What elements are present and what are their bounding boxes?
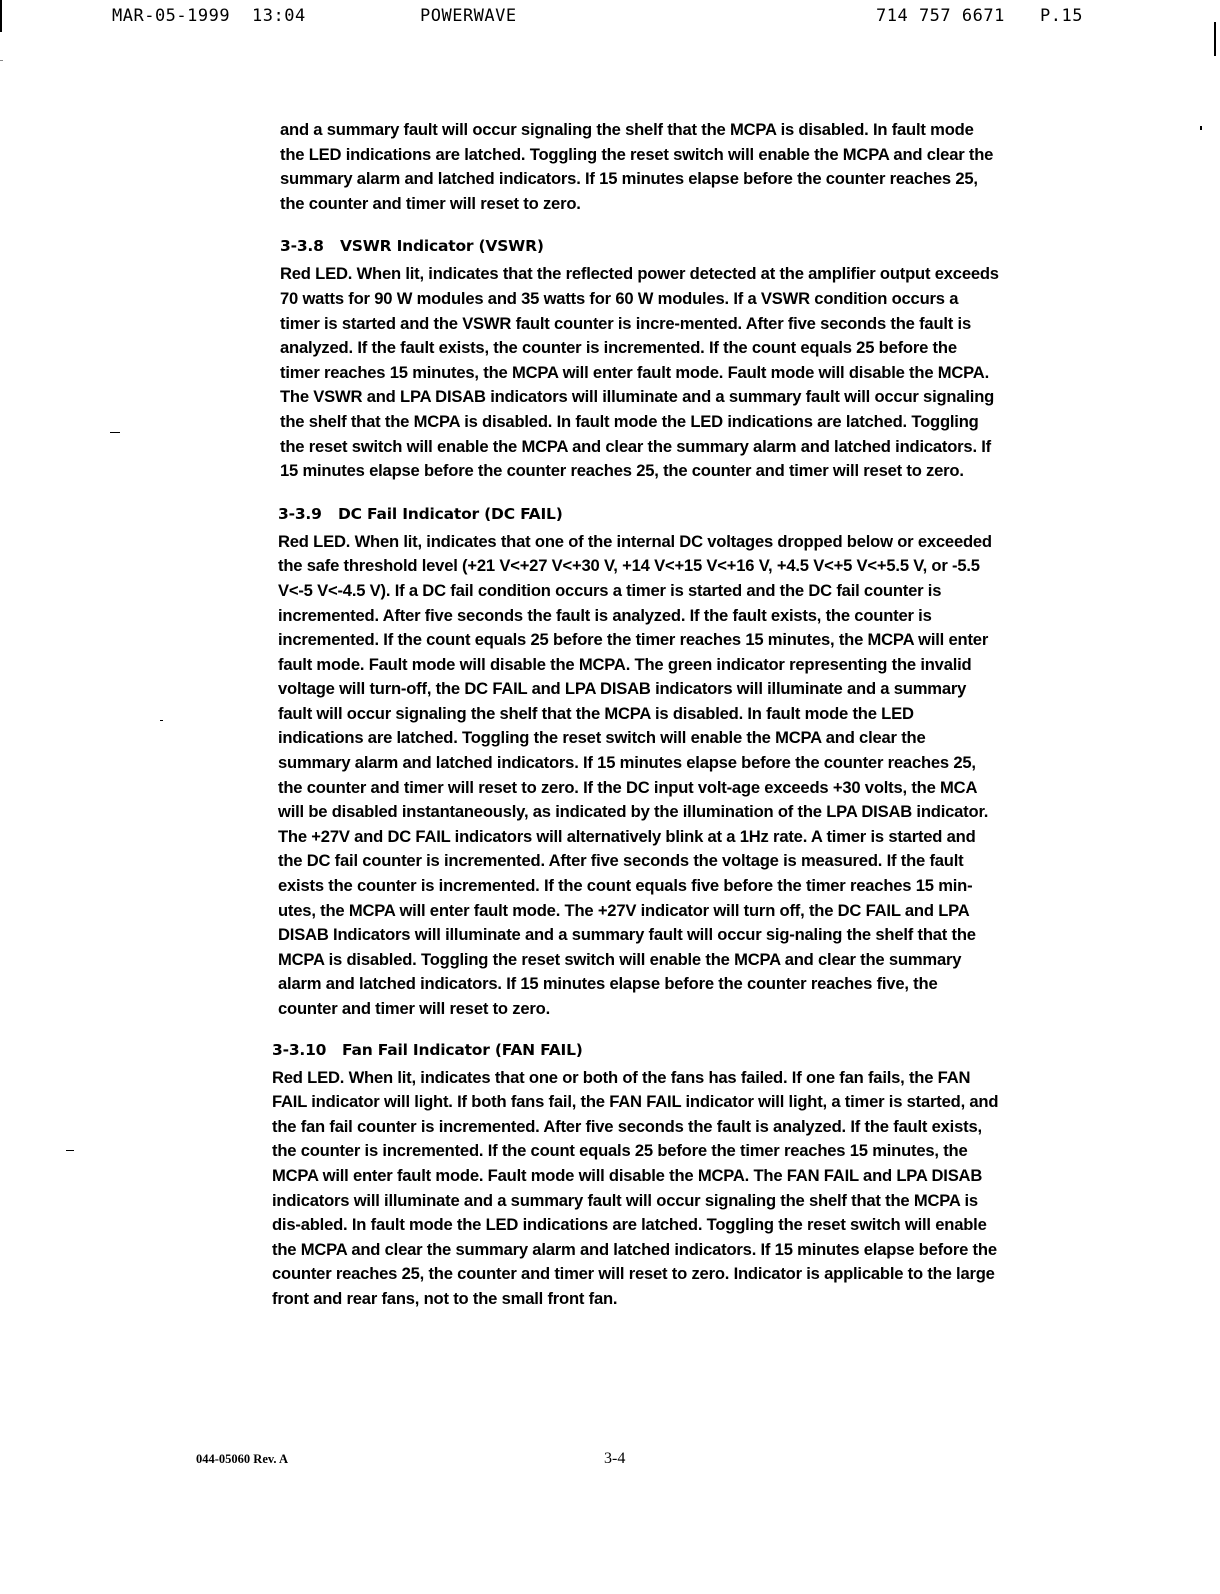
scan-speck [1200,126,1202,130]
section-number: 3-3.10 [272,1040,327,1059]
scan-speck [160,720,163,721]
section-body: Red LED. When lit, indicates that the reflected power detected at the amplifier output exceeds 70 watts for 90 W modules and 35 watts for 60 W modules. If a VSWR condition occurs a timer is started and the VSWR fault counter is incre-mented. After five seconds the fault is analyzed. If the fault exists, the counter is incremented. If the count equals 25 before the timer reaches 15 minutes, the MCPA will enter fault mode. Fault mode will disable the MCPA. The VSWR and LPA DISAB indicators will illuminate and a summary fault will occur signaling the shelf that the MCPA is disabled. In fault mode the LED indications are latched. Toggling the reset switch will enable the MCPA and clear the summary alarm and latched indicators. If 15 minutes elapse before the counter reaches 25, the counter and timer will reset to zero. [280,264,999,481]
document-body [272,118,1000,1312]
section-number: 3-3.9 [278,504,322,523]
section-number: 3-3.8 [280,237,324,256]
section-title: Fan Fail Indicator (FAN FAIL) [342,1040,583,1059]
page-number: 3-4 [604,1450,626,1467]
section-heading [272,1038,1000,1062]
fax-date: MAR-05-1999 [112,6,231,26]
fax-phone: 714 757 6671 [876,6,1005,26]
document-number: 044-05060 Rev. A [196,1452,289,1466]
fax-page-number: P.15 [1040,6,1083,26]
section-body: Red LED. When lit, indicates that one or both of the fans has failed. If one fan fails, the FAN FAIL indicator will light. If both fans fail, the FAN FAIL indicator will light, a timer is started, and the fan fail counter is incremented. After five seconds the fault is analyzed. If the fault exists, the counter is incremented. If the count equals 25 before the timer reaches 15 minutes, the MCPA will enter fault mode. Fault mode will disable the MCPA. The FAN FAIL and LPA DISAB indicators will illuminate and a summary fault will occur signaling the shelf that the MCPA is dis-abled. In fault mode the LED indications are latched. Toggling the reset switch will enable the MCPA and clear the summary alarm and latched indicators. If 15 minutes elapse before the counter reaches 25, the counter and timer will reset to zero. Indicator is applicable to the large front and rear fans, not to the small front fan. [272,1067,999,1308]
section-title: DC Fail Indicator (DC FAIL) [338,504,563,523]
section-fan-fail-indicator [272,1038,1000,1312]
section-heading [278,502,1000,526]
intro-paragraph: and a summary fault will occur signaling the shelf that the MCPA is disabled. In fault mode the LED indications are latched. Toggling the reset switch will enable the MCPA and clear the summary alarm and latched indicators. If 15 minutes elapse before the counter reaches 25, the counter and timer will reset to zero. [280,120,994,213]
fax-time: 13:04 [252,6,306,26]
section-dc-fail-indicator [278,502,1000,1022]
fax-header [0,6,1220,32]
page-footer [0,1452,1220,1482]
scan-edge-mark [0,60,3,61]
section-title: VSWR Indicator (VSWR) [340,237,544,256]
section-vswr-indicator [280,234,1000,483]
scan-speck [110,432,120,433]
section-body: Red LED. When lit, indicates that one of the internal DC voltages dropped below or exceeded the safe threshold level (+21 V<+27 V<+30 V, +14 V<+15 V<+16 V, +4.5 V<+5 V<+5.5 V, or -5.5 V<-5 V<-4.5 V). If a DC fail condition occurs a timer is started and the DC fail counter is incremented. After five seconds the fault is analyzed. If the fault exists, the counter is incremented. If the count equals 25 before the timer reaches 15 minutes, the MCPA will enter fault mode. Fault mode will disable the MCPA. The green indicator representing the invalid voltage will turn-off, the DC FAIL and LPA DISAB indicators will illuminate and a summary fault will occur signaling the shelf that the MCPA is disabled. In fault mode the LED indications are latched. Toggling the reset switch will enable the MCPA and clear the summary alarm and latched indicators. If 15 minutes elapse before the counter reaches 25, the counter and timer will reset to zero. If the DC input volt-age exceeds +30 volts, the MCA will be disabled instantaneously, as indicated by the illumination of the LPA DISAB indicator. The +27V and DC FAIL indicators will alternatively blink at a 1Hz rate. A timer is started and the DC fail counter is incremented. After five seconds the voltage is measured. If the fault exists the counter is incremented. If the count equals five before the timer reaches 15 min-utes, the MCPA will enter fault mode. The +27V indicator will turn off, the DC FAIL and LPA DISAB Indicators will illuminate and a summary fault will occur sig-naling the shelf that the MCPA is disabled. Toggling the reset switch will enable the MCPA and clear the summary alarm and latched indicators. If 15 minutes elapse before the counter reaches five, the counter and timer will reset to zero. [278,531,992,1018]
section-heading [280,234,1000,258]
fax-sender: POWERWAVE [420,6,517,26]
scan-speck [66,1150,74,1151]
